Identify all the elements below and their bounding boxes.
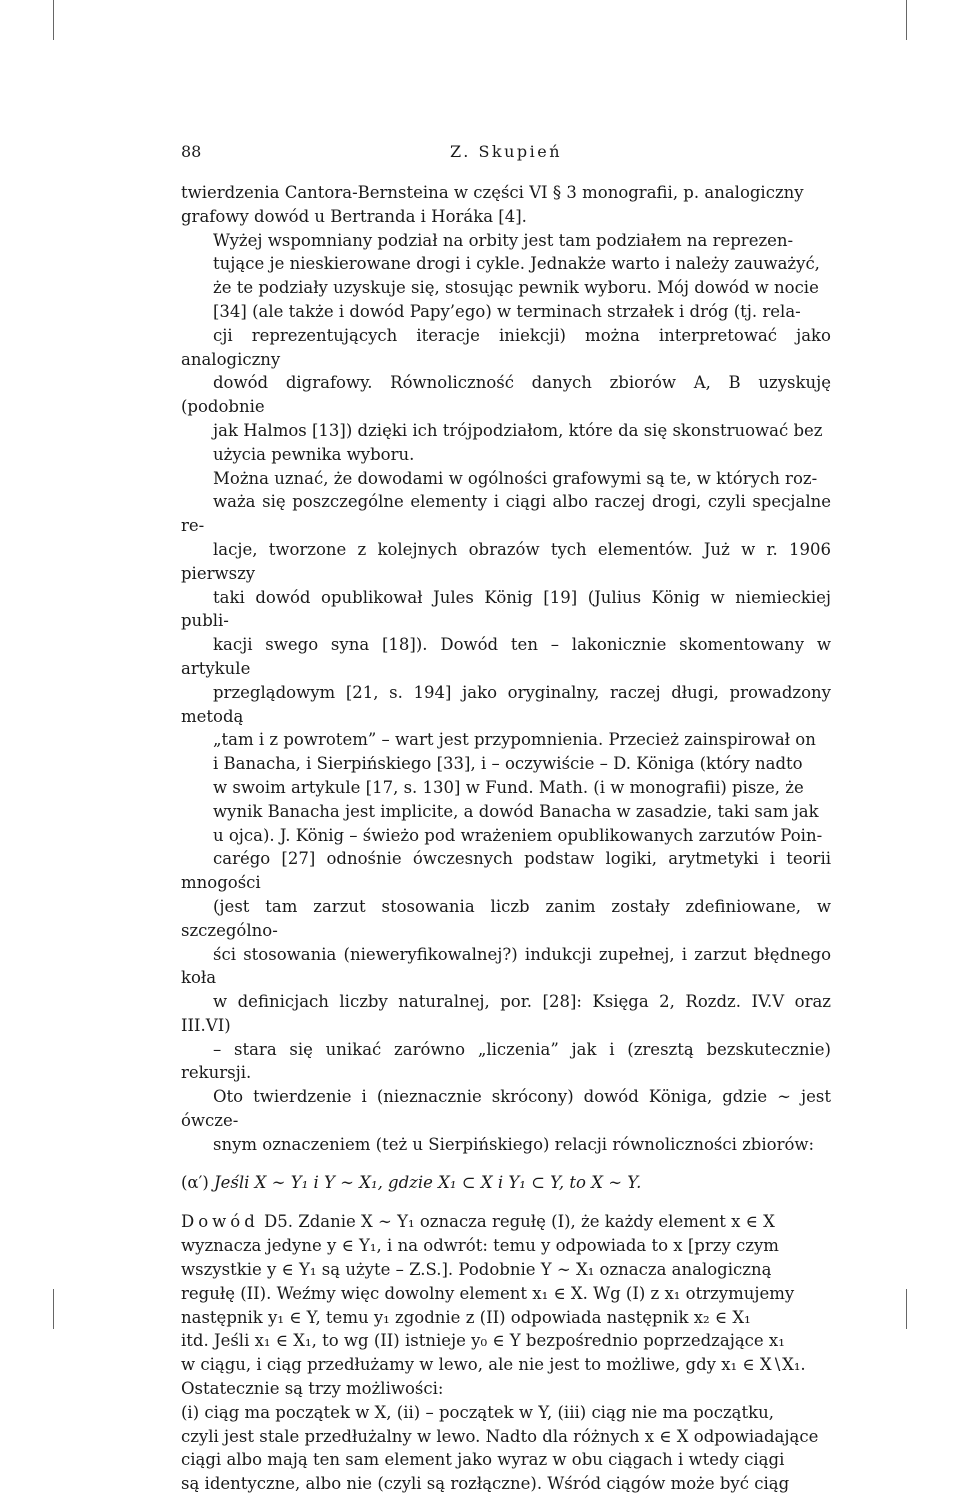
text-line: „tam i z powrotem” – wart jest przypomnienia. Przecież zainspirował on (213, 730, 816, 750)
text-line: w swoim artykule [17, s. 130] w Fund. Math. (i w monografii) pisze, że (213, 777, 804, 797)
crop-mark-top-right (906, 0, 907, 40)
text-line: grafowy dowód u Bertranda i Horáka [4]. (181, 206, 527, 226)
proof-line: wyznacza jedyne y ∈ Y₁, i na odwrót: temu y odpowiada to x [przy czym (181, 1236, 779, 1256)
text-line: tujące je nieskierowane drogi i cykle. Jednakże warto i należy zauważyć, (213, 254, 820, 274)
proof-label: Dowód (181, 1212, 259, 1232)
text-line: dowód digrafowy. Równoliczność danych zbiorów A, B uzyskuję (podobnie (181, 373, 831, 417)
theorem-label: (α′) (181, 1172, 209, 1192)
proof-line: następnik y₁ ∈ Y, temu y₁ zgodnie z (II) odpowiada następnik x₂ ∈ X₁ (181, 1307, 751, 1327)
text-line: (jest tam zarzut stosowania liczb zanim zostały zdefiniowane, w szczególno- (181, 896, 831, 940)
text-line: Można uznać, że dowodami w ogólności grafowymi są te, w których roz- (213, 468, 818, 488)
text-line: w definicjach liczby naturalnej, por. [28]: Księga 2, Rozdz. IV.V oraz III.VI) (181, 992, 831, 1035)
running-head: Z. Skupień (449, 142, 563, 161)
text-line: u ojca). J. König – świeżo pod wrażeniem opublikowanych zarzutów Poin- (213, 825, 823, 845)
text-line: przeglądowym [21, s. 194] jako oryginalny, raczej długi, prowadzony metodą (181, 682, 831, 726)
text-line: snym oznaczeniem (też u Sierpińskiego) relacji równoliczności zbiorów: (213, 1134, 815, 1154)
crop-mark-bottom-right (906, 1289, 907, 1329)
text-line: – stara się unikać zarówno „liczenia” jak i (zresztą bezskutecznie) rekursji. (181, 1039, 831, 1083)
proof-line: czyli jest stale przedłużalny w lewo. Nadto dla różnych x ∈ X odpowiadające (181, 1426, 819, 1446)
proof-line: regułę (II). Weźmy więc dowolny element x₁ ∈ X. Wg (I) z x₁ otrzymujemy (181, 1283, 795, 1303)
text-line: taki dowód opublikował Jules König [19] (Julius König w niemieckiej publi- (181, 587, 831, 631)
proof-line: są identyczne, albo nie (czyli są rozłączne). Wśród ciągów może być ciąg (181, 1474, 790, 1494)
paragraph (181, 467, 831, 1157)
text-line: waża się poszczególne elementy i ciągi albo raczej drogi, czyli specjalne re- (181, 492, 831, 536)
text-line: twierdzenia Cantora-Bernsteina w części VI § 3 monografii, p. analogiczny (181, 183, 804, 202)
paragraphs (181, 181, 831, 1157)
text-line: jak Halmos [13]) dzięki ich trójpodziałom, które da się skonstruować bez (213, 420, 823, 440)
theorem-text: Jeśli X ∼ Y₁ i Y ∼ X₁, gdzie X₁ ⊂ X i Y₁ ⊂ Y, to X ∼ Y. (214, 1172, 642, 1192)
proof-line: wszystkie y ∈ Y₁ są użyte – Z.S.]. Podobnie Y ∼ X₁ oznacza analogiczną (181, 1260, 772, 1280)
proof (181, 1210, 831, 1496)
proof-line: Ostatecznie są trzy możliwości: (181, 1379, 444, 1399)
text-line: cji reprezentujących iteracje iniekcji) można interpretować jako analogiczny (181, 325, 831, 369)
text-line: Oto twierdzenie i (nieznacznie skrócony) dowód Königa, gdzie ∼ jest ówcze- (181, 1087, 831, 1131)
paragraph (181, 181, 831, 229)
text-line: Wyżej wspomniany podział na orbity jest tam podziałem na reprezen- (213, 230, 794, 250)
text-line: ści stosowania (nieweryfikowalnej?) indukcji zupełnej, i zarzut błędnego koła (181, 944, 831, 988)
text-line: kacji swego syna [18]). Dowód ten – lakonicznie skomentowany w artykule (181, 635, 831, 678)
text-line: użycia pewnika wyboru. (213, 444, 415, 464)
paragraph (181, 229, 831, 467)
proof-first-line: D5. Zdanie X ∼ Y₁ oznacza regułę (I), że każdy element x ∈ X (264, 1212, 775, 1232)
page-body (181, 181, 831, 1496)
text-line: carégo [27] odnośnie ówczesnych podstaw logiki, arytmetyki i teorii mnogości (181, 849, 831, 893)
text-line: wynik Banacha jest implicite, a dowód Banacha w zasadzie, taki sam jak (213, 801, 819, 821)
proof-line: itd. Jeśli x₁ ∈ X₁, to wg (II) istnieje y₀ ∈ Y bezpośrednio poprzedzające x₁ (181, 1331, 785, 1351)
proof-lines (181, 1234, 831, 1496)
theorem (181, 1171, 831, 1195)
proof-line: (i) ciąg ma początek w X, (ii) – początek w Y, (iii) ciąg nie ma początku, (181, 1402, 775, 1422)
crop-mark-top-left (53, 0, 54, 40)
page-number: 88 (181, 142, 202, 161)
proof-line: w ciągu, i ciąg przedłużamy w lewo, ale nie jest to możliwe, gdy x₁ ∈ X∖X₁. (181, 1355, 806, 1375)
proof-line: ciągi albo mają ten sam element jako wyraz w obu ciągach i wtedy ciągi (181, 1450, 785, 1470)
crop-mark-bottom-left (53, 1289, 54, 1329)
page-header (181, 140, 831, 164)
text-line: lacje, tworzone z kolejnych obrazów tych elementów. Już w r. 1906 pierwszy (181, 539, 831, 583)
text-line: [34] (ale także i dowód Papy’ego) w terminach strzałek i dróg (tj. rela- (213, 301, 801, 321)
text-line: i Banacha, i Sierpińskiego [33], i – oczywiście – D. Königa (który nadto (213, 754, 803, 774)
text-line: że te podziały uzyskuje się, stosując pewnik wyboru. Mój dowód w nocie (213, 278, 819, 298)
